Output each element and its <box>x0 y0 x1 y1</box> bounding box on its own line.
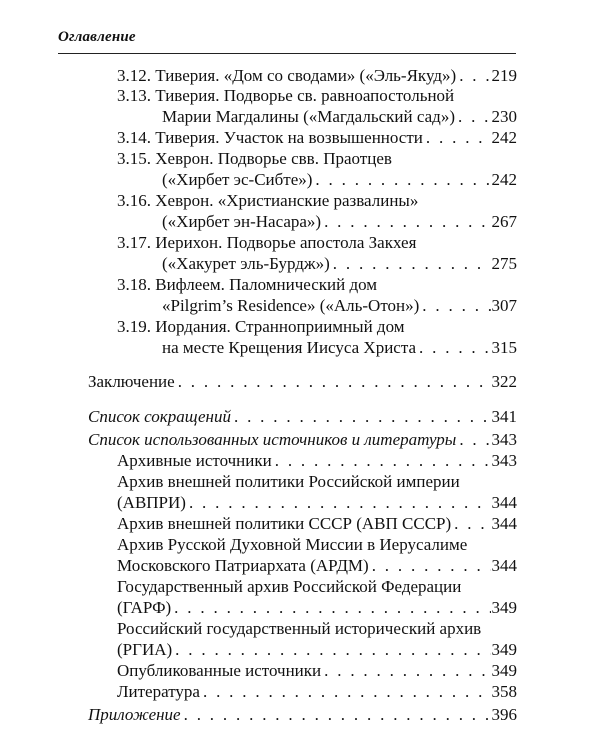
toc-entry-literature[interactable] <box>117 682 517 702</box>
toc-page-number: 267 <box>491 212 517 231</box>
toc-entry-title: «Pilgrim’s Residence» («Аль-Отон») <box>162 296 420 315</box>
toc-page-number: 307 <box>491 296 517 315</box>
toc-entry-3-18-line1: 3.18. Вифлеем. Паломнический дом <box>117 275 378 294</box>
toc-page-number: 396 <box>491 705 517 724</box>
leader-dots <box>419 338 490 358</box>
leader-dots <box>454 514 490 534</box>
toc-page-number: 358 <box>491 682 517 701</box>
toc-entry-title: («Хакурет эль-Бурдж») <box>162 254 330 273</box>
toc-entry-3-19-line1: 3.19. Иордания. Странноприимный дом <box>117 317 405 336</box>
toc-entry-title: Заключение <box>88 372 175 391</box>
toc-page-number: 344 <box>491 556 517 575</box>
leader-dots <box>178 372 491 392</box>
toc-page-number: 349 <box>491 598 517 617</box>
toc-entry-3-14[interactable] <box>117 128 517 148</box>
toc-entry-3-18[interactable] <box>162 296 517 316</box>
toc-page-number: 242 <box>491 170 517 189</box>
leader-dots <box>175 640 490 660</box>
toc-entry-abbreviations[interactable] <box>88 407 517 427</box>
toc-page-number: 349 <box>491 640 517 659</box>
toc-entry-archival-sources[interactable] <box>117 451 517 471</box>
leader-dots <box>189 493 491 513</box>
toc-entry-3-17[interactable] <box>162 254 517 274</box>
toc-page-number: 349 <box>491 661 517 680</box>
leader-dots <box>275 451 491 471</box>
toc-entry-3-16-line1: 3.16. Хеврон. «Христианские развалины» <box>117 191 419 210</box>
toc-page-number: 230 <box>491 107 517 126</box>
header-rule <box>58 53 516 54</box>
toc-page-number: 242 <box>491 128 517 147</box>
leader-dots <box>426 128 491 148</box>
toc-page-number: 344 <box>491 514 517 533</box>
leader-dots <box>174 598 490 618</box>
toc-entry-title: Марии Магдалины («Магдальский сад») <box>162 107 455 126</box>
leader-dots <box>459 66 490 86</box>
toc-entry-conclusion[interactable] <box>88 372 517 392</box>
toc-page-number: 219 <box>491 66 517 85</box>
toc-entry-title: Список сокращений <box>88 407 231 426</box>
toc-page-number: 315 <box>491 338 517 357</box>
leader-dots <box>372 556 491 576</box>
toc-entry-avpri[interactable] <box>117 493 517 513</box>
toc-entry-title: Архив внешней политики СССР (АВП СССР) <box>117 514 452 533</box>
leader-dots <box>234 407 491 427</box>
toc-entry-title: 3.14. Тиверия. Участок на возвышенности <box>117 128 423 147</box>
toc-entry-3-12[interactable] <box>117 66 517 86</box>
toc-entry-3-13-line1: 3.13. Тиверия. Подворье св. равноапостольной <box>117 86 455 105</box>
toc-entry-title: Опубликованные источники <box>117 661 322 680</box>
leader-dots <box>315 170 490 190</box>
leader-dots <box>333 254 491 274</box>
running-header: Оглавление <box>58 29 136 45</box>
leader-dots <box>459 430 490 450</box>
toc-entry-title: (АВПРИ) <box>117 493 186 512</box>
toc-entry-ardm[interactable] <box>117 556 517 576</box>
toc-entry-title: 3.12. Тиверия. «Дом со сводами» («Эль-Якуд») <box>117 66 457 85</box>
toc-page-number: 322 <box>491 372 517 391</box>
toc-entry-appendix[interactable] <box>88 705 517 725</box>
toc-entry-title: Литература <box>117 682 200 701</box>
leader-dots <box>324 212 490 232</box>
toc-entry-garf[interactable] <box>117 598 517 618</box>
toc-entry-title: Список использованных источников и литературы <box>88 430 457 449</box>
toc-entry-sources[interactable] <box>88 430 517 450</box>
toc-page-number: 275 <box>491 254 517 273</box>
toc-entry-title: Приложение <box>88 705 181 724</box>
toc-page-number: 344 <box>491 493 517 512</box>
toc-entry-title: («Хирбет эн-Насара») <box>162 212 322 231</box>
toc-entry-title: («Хирбет эс-Сибте») <box>162 170 313 189</box>
toc-entry-3-15[interactable] <box>162 170 517 190</box>
toc-entry-avpri-line1: Архив внешней политики Российской империи <box>117 472 460 491</box>
toc-entry-rgia-line1: Российский государственный исторический архив <box>117 619 482 638</box>
toc-entry-published-sources[interactable] <box>117 661 517 681</box>
leader-dots <box>458 107 491 127</box>
toc-page-number: 343 <box>491 451 517 470</box>
toc-entry-title: (РГИА) <box>117 640 173 659</box>
toc-entry-3-16[interactable] <box>162 212 517 232</box>
leader-dots <box>203 682 491 702</box>
toc-entry-3-13[interactable] <box>162 107 517 127</box>
toc-entry-title: (ГАРФ) <box>117 598 172 617</box>
toc-entry-ardm-line1: Архив Русской Духовной Миссии в Иерусалиме <box>117 535 468 554</box>
leader-dots <box>184 705 491 725</box>
toc-page-number: 341 <box>491 407 517 426</box>
toc-entry-title: Московского Патриархата (АРДМ) <box>117 556 369 575</box>
toc-entry-3-17-line1: 3.17. Иерихон. Подворье апостола Закхея <box>117 233 417 252</box>
toc-entry-3-19[interactable] <box>162 338 517 358</box>
toc-entry-title: Архивные источники <box>117 451 272 470</box>
toc-entry-3-15-line1: 3.15. Хеврон. Подворье свв. Праотцев <box>117 149 392 168</box>
toc-entry-avp-ussr[interactable] <box>117 514 517 534</box>
leader-dots <box>422 296 490 316</box>
toc-entry-garf-line1: Государственный архив Российской Федерации <box>117 577 462 596</box>
toc-page-number: 343 <box>491 430 517 449</box>
toc-entry-title: на месте Крещения Иисуса Христа <box>162 338 417 357</box>
toc-entry-rgia[interactable] <box>117 640 517 660</box>
leader-dots <box>324 661 490 681</box>
